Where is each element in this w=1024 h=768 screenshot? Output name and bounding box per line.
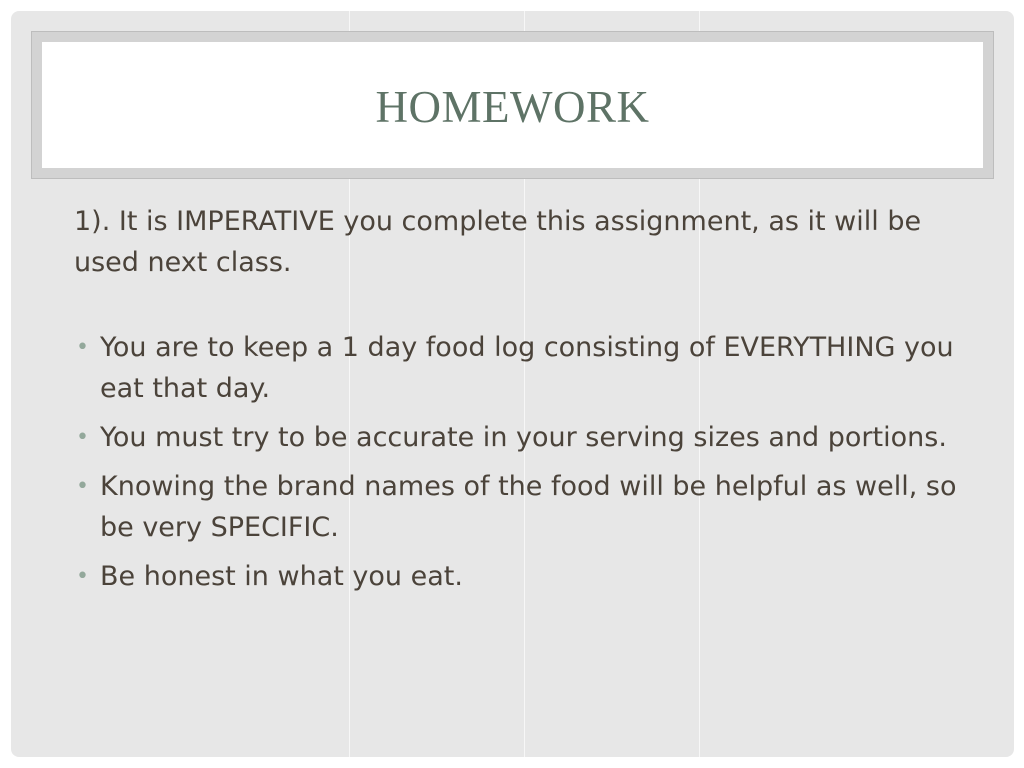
bullet-text: Knowing the brand names of the food will be helpful as well, so be very SPECIFIC. — [100, 471, 957, 543]
bullet-icon: • — [76, 564, 89, 589]
bullet-icon: • — [76, 474, 89, 499]
bullet-icon: • — [76, 335, 89, 360]
bullet-text: You must try to be accurate in your serving sizes and portions. — [100, 422, 947, 453]
bullet-item — [74, 327, 974, 409]
bullet-list — [74, 327, 974, 597]
bullet-item — [74, 556, 974, 597]
title-box — [42, 42, 983, 168]
intro-paragraph: 1). It is IMPERATIVE you complete this assignment, as it will be used next class. — [74, 206, 922, 278]
bullet-text: Be honest in what you eat. — [100, 561, 463, 592]
bullet-item — [74, 417, 974, 458]
bullet-icon: • — [76, 425, 89, 450]
slide-body — [74, 201, 974, 605]
slide-title: HOMEWORK — [375, 81, 650, 132]
title-frame — [31, 31, 994, 179]
bullet-text: You are to keep a 1 day food log consisting of EVERYTHING you eat that day. — [100, 332, 954, 404]
bullet-item — [74, 466, 974, 548]
slide — [11, 11, 1014, 757]
